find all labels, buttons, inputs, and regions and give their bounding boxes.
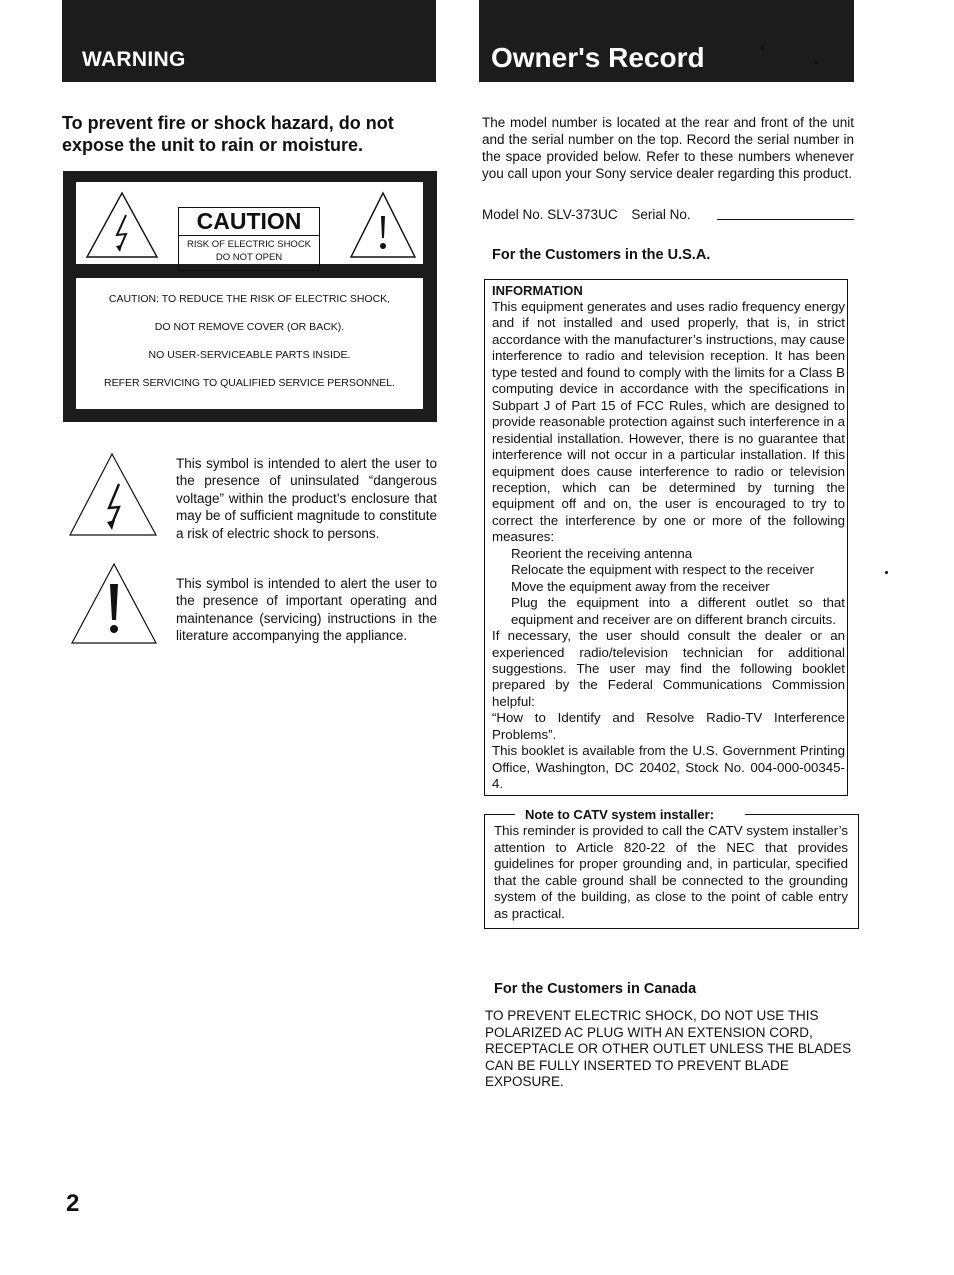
caution-line: NO USER-SERVICEABLE PARTS INSIDE. [148,349,351,361]
measure-item: Plug the equipment into a different outlet so that equipment and receiver are on different branch circuits. [511,595,845,627]
caution-line: REFER SERVICING TO QUALIFIED SERVICE PERSONNEL. [104,377,395,389]
caution-label-box [63,171,437,422]
print-mark [761,45,764,50]
lightning-symbol-icon [68,452,160,538]
page-number: 2 [66,1190,80,1217]
information-heading: INFORMATION [492,283,583,298]
warning-header-bar [62,0,436,82]
owner-record-intro: The model number is located at the rear and front of the unit and the serial number on the top. Record the serial number in the space provided below. Refer to these numbers whenever you call upon your Sony service dealer regarding this product. [482,115,854,181]
fcc-information-box [484,279,848,796]
exclamation-symbol-icon [68,562,160,646]
hazard-warning-text: To prevent fire or shock hazard, do not expose the unit to rain or moisture. [62,113,394,155]
usa-customers-heading: For the Customers in the U.S.A. [492,247,711,263]
warning-title: WARNING [82,48,186,71]
print-mark [815,61,818,64]
catv-note-box [484,807,859,929]
model-number: Model No. SLV-373UC [482,207,618,222]
information-text [492,299,845,793]
caution-subtitle: RISK OF ELECTRIC SHOCK DO NOT OPEN [186,239,312,263]
catv-text: This reminder is provided to call the CATV system installer’s attention to Article 820-22 of the NEC that provides guidelines for proper grounding and, in particular, specified that the cable ground shall be connected to the grounding system of the building, as close to the point of cable entry as practical. [494,823,848,921]
exclamation-symbol-description: This symbol is intended to alert the user to the presence of important operating and maintenance (servicing) instructions in the literature accompanying the appliance. [176,576,437,644]
serial-label: Serial No. [631,207,691,222]
information-paragraph: This equipment generates and uses radio frequency energy and if not installed and used properly, that is, in strict accordance with the manufacturer’s instructions, may cause interference to radio and television reception. It has been type tested and found to comply with the limits for a Class B computing device in accordance with the specifications in Subpart J of Part 15 of FCC Rules, which are designed to provide reasonable protection against such interference in a residential installation. However, there is no guarantee that interference will not occur in a particular installation. If this equipment does cause interference to radio or television reception, which can be determined by turning the equipment off and on, the user is encouraged to try to correct the interference by one or more of the following measures: [492,299,845,545]
lightning-symbol-description: This symbol is intended to alert the user to the presence of uninsulated “dangerous voltage” within the product’s enclosure that may be of sufficient magnitude to constitute a risk of electric shock to persons. [176,456,437,541]
serial-number-line [717,219,854,220]
caution-label-top [76,182,423,264]
measure-item: Relocate the equipment with respect to the receiver [511,562,815,578]
lightning-triangle-icon [84,190,160,260]
catv-heading: Note to CATV system installer: [525,807,715,822]
caution-line: CAUTION: TO REDUCE THE RISK OF ELECTRIC SHOCK, [108,293,391,305]
information-paragraph: This booklet is available from the U.S. Government Printing Office, Washington, DC 20402, Stock No. 004-000-00345-4. [492,743,845,792]
caution-title-box [178,207,320,271]
measure-item: Move the equipment away from the receiver [511,578,770,594]
model-number-line [482,206,691,223]
canada-customers-heading: For the Customers in Canada [494,981,697,997]
measure-item: Reorient the receiving antenna [511,545,693,561]
exclamation-triangle-icon [348,190,418,260]
print-mark [885,571,888,574]
caution-title: CAUTION [179,208,319,236]
canada-warning-text: TO PREVENT ELECTRIC SHOCK, DO NOT USE THIS POLARIZED AC PLUG WITH AN EXTENSION CORD, RECEPTACLE OR OTHER OUTLET UNLESS THE BLADES CAN BE FULLY INSERTED TO PREVENT BLADE EXPOSURE. [485,1008,852,1089]
owner-record-header-bar [479,0,854,82]
caution-line: DO NOT REMOVE COVER (OR BACK). [154,321,345,333]
caution-instructions [76,278,423,409]
owner-record-title: Owner's Record [491,42,705,73]
information-paragraph: If necessary, the user should consult the dealer or an experienced radio/television technician for additional suggestions. The user may find the following booklet prepared by the Federal Communications Commission helpful: [492,628,845,709]
booklet-title: “How to Identify and Resolve Radio-TV Interference Problems”. [492,710,845,742]
